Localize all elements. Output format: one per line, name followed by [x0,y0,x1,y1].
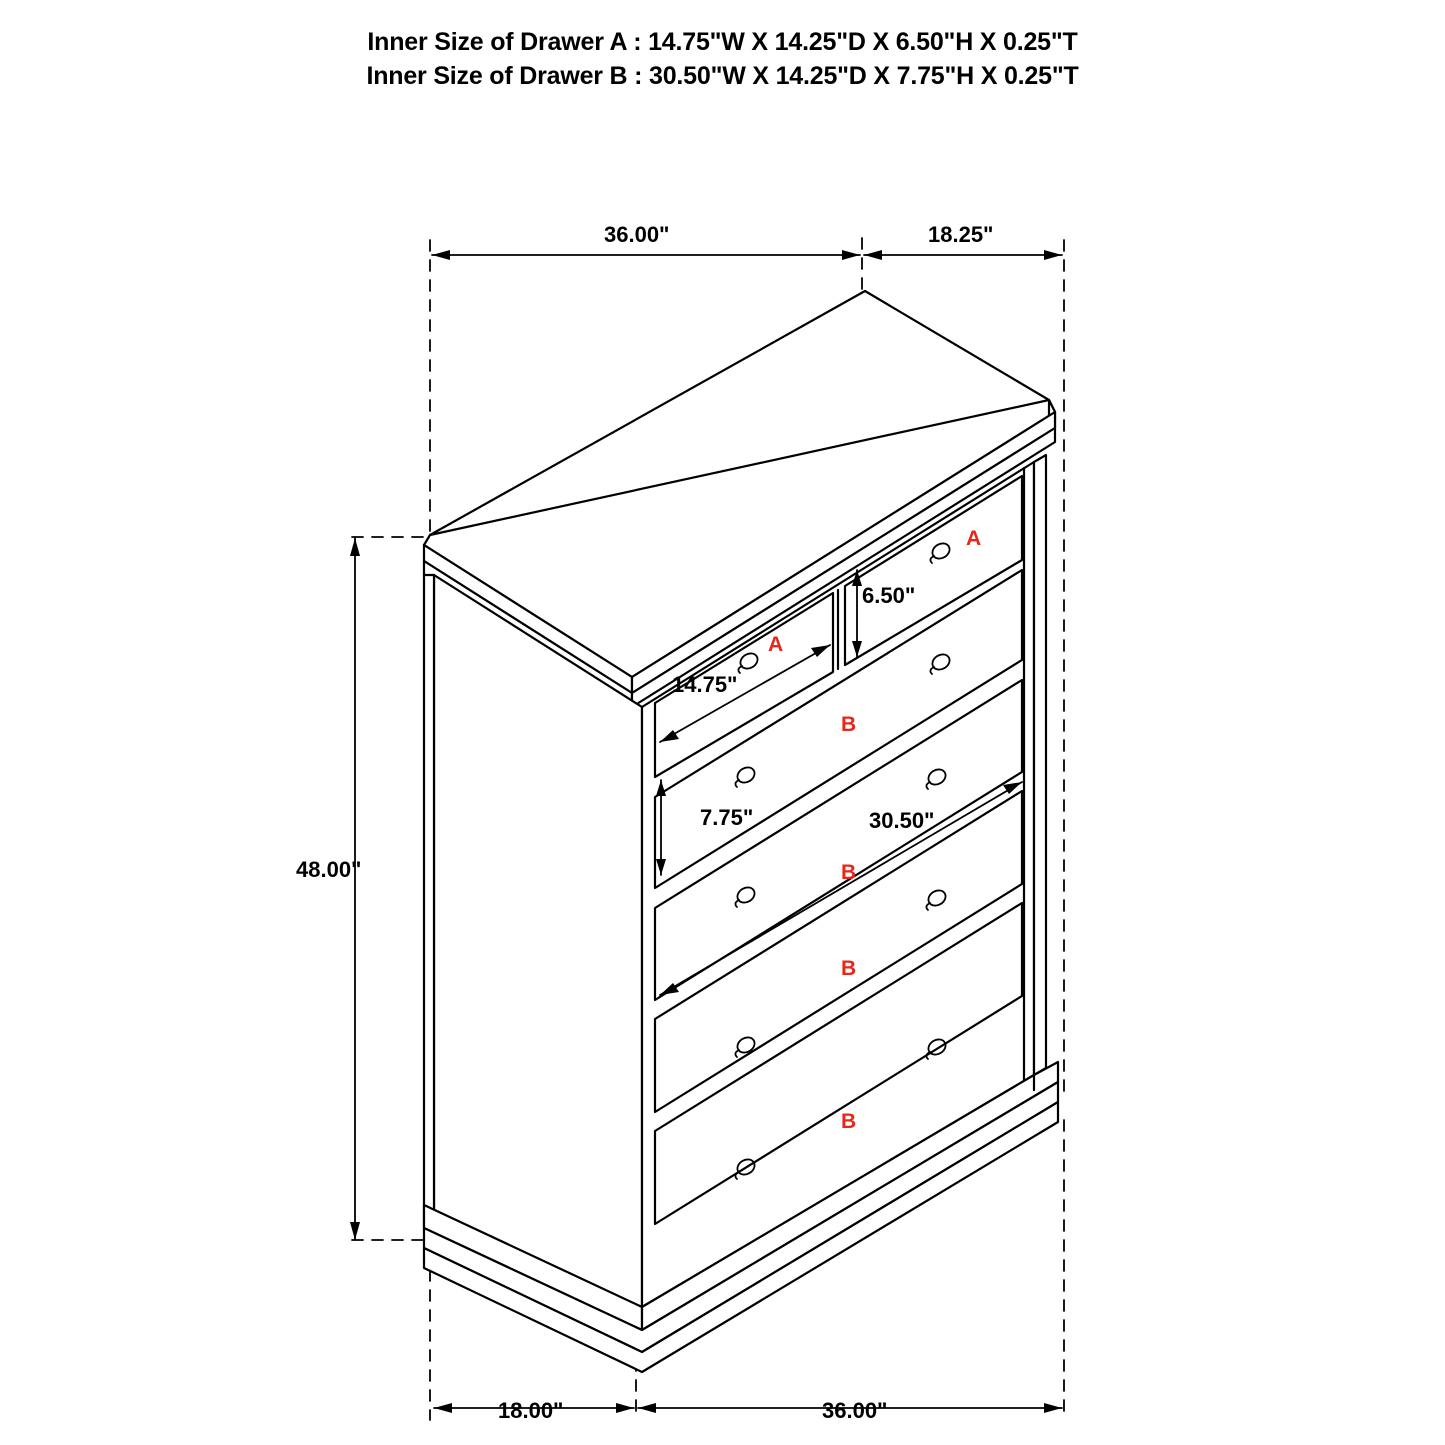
marker-drawer-b-1: B [841,713,857,736]
dim-height [350,538,360,1240]
header-line-drawer-b: Inner Size of Drawer B : 30.50"W X 14.25"D X 7.75"H X 0.25"T [366,62,1079,90]
marker-drawer-b-3: B [841,957,857,980]
label-drawer-a-width: 14.75" [672,672,738,697]
label-top-depth: 18.25" [928,222,994,247]
label-drawer-b-height: 7.75" [700,805,754,830]
marker-drawer-a-upper-right: A [966,527,982,550]
marker-drawer-b-2: B [841,861,857,884]
label-overall-height: 48.00" [296,857,362,882]
marker-drawer-a-left: A [768,633,784,656]
header-line-drawer-a: Inner Size of Drawer A : 14.75"W X 14.25"D X 6.50"H X 0.25"T [367,28,1078,56]
label-drawer-b-width: 30.50" [869,808,935,833]
dim-top-depth [864,250,1062,260]
label-base-width: 36.00" [822,1398,888,1423]
dim-top-width [432,250,860,260]
chest-left-side [424,575,642,1330]
label-drawer-a-height: 6.50" [862,583,916,608]
marker-drawer-b-4: B [841,1110,857,1133]
label-top-width: 36.00" [604,222,670,247]
label-base-depth: 18.00" [498,1398,564,1423]
